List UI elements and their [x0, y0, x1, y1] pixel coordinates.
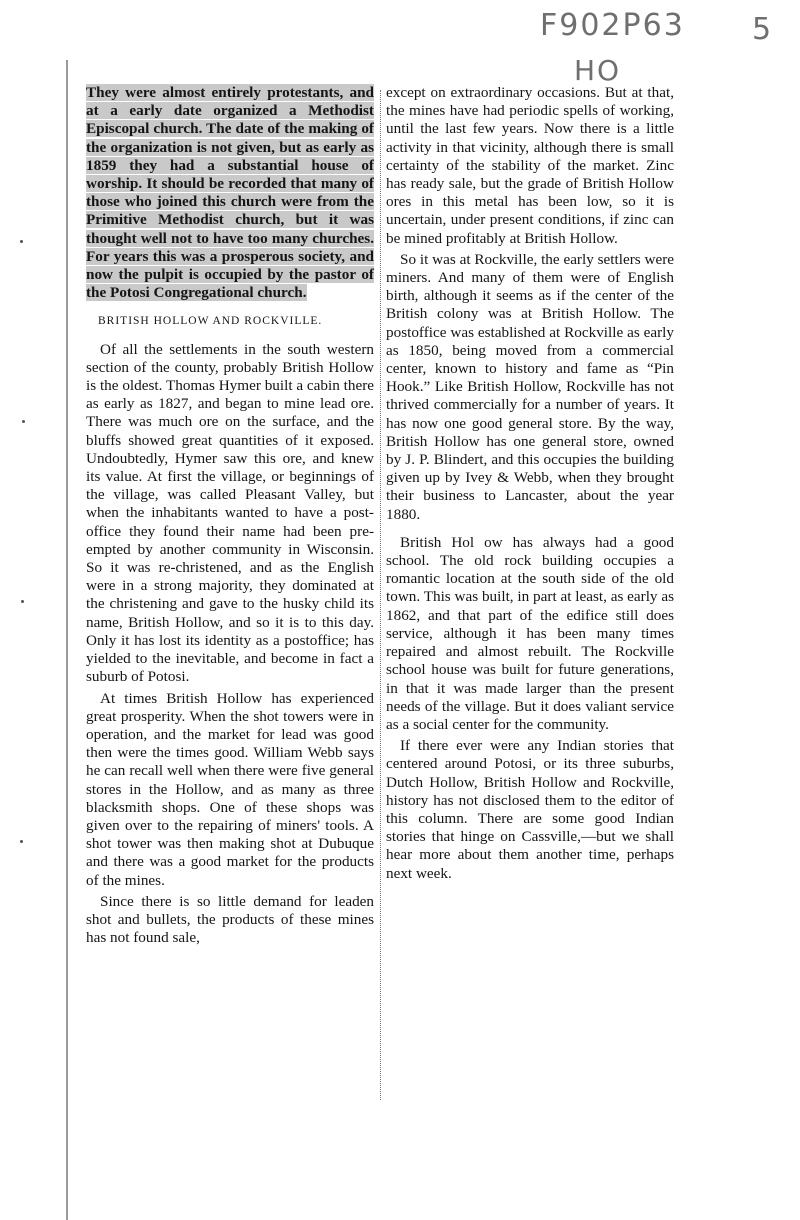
archive-annotation: F902P63 — [540, 8, 685, 43]
tear-mark — [21, 600, 24, 603]
left-paragraph-1: They were almost entirely protestants, and at a early date organized a Methodist Episcopal church. The date of the making of the organization is not given, but as early as 1859 they had a substantial house of worship. It should be recorded that many of those who joined this church were from the Primitive Methodist church, but it was thought well not to have too many churches. For years this was a prosperous society, and now the pulpit is occupied by the pastor of the Potosi Congregational church. — [86, 84, 374, 302]
left-paragraph-3: At times British Hollow has experienced great prosperity. When the shot towers were in operation, and the market for lead was good then were the times good. William Webb says he can recall well when there were five general stores in the Hollow, and as many as three blacksmith shops. One of these shops was given over to the repairing of miners' tools. A shot tower was then making shot at Dubuque and there was a good market for the products of the mines. — [86, 689, 374, 889]
section-heading: BRITISH HOLLOW AND ROCKVILLE. — [98, 315, 323, 328]
page-number: 5 — [752, 12, 774, 47]
tear-mark — [22, 420, 25, 423]
tear-mark — [20, 240, 23, 243]
left-paragraph-4: Since there is so little demand for leaden shot and bullets, the products of these mines has not found sale, — [86, 892, 374, 947]
page-edge — [66, 60, 68, 1220]
right-paragraph-3: British Hol ow has always had a good school. The old rock building occupies a romantic location at the south side of the old town. This was built, in part at least, as early as 1862, and that part of the edifice still does service, although it has been many times repaired and almost rebuilt. The Rockville school house was built for future generations, in that it was made larger than the present needs of the village. But it does valiant service as a social center for the community. — [386, 533, 674, 733]
right-paragraph-4: If there ever were any Indian stories that centered around Potosi, or its three suburbs, Dutch Hollow, British Hollow and Rockville, history has not disclosed them to the editor of this column. There are some good Indian stories that hinge on Cassville,—but we shall hear more about them another time, perhaps next week. — [386, 737, 674, 882]
archive-annotation-ho: HO — [574, 54, 622, 87]
right-column — [386, 84, 674, 883]
left-column — [86, 84, 374, 947]
column-rule — [380, 90, 382, 1100]
tear-mark — [20, 840, 23, 843]
right-paragraph-1: except on extraordinary occasions. But at that, the mines have had periodic spells of working, until the last few years. Now there is a little activity in that vicinity, although there is small certainty of the stability of the market. Zinc has ready sale, but the grade of British Hollow ores in this metal has been low, so it is uncertain, under present conditions, if zinc can be mined profitably at British Hollow. — [386, 84, 674, 247]
left-paragraph-2: Of all the settlements in the south western section of the county, probably British Hollow is the oldest. Thomas Hymer built a cabin there as early as 1827, and began to mine lead ore. There was much ore on the surface, and the bluffs showed great quantities of it exposed. Undoubtedly, Hymer saw this ore, and knew its value. At first the village, or beginnings of the village, was called Pleasant Valley, but when the inhabitants wanted to have a post-office they found their name had been pre-empted by another community in Wisconsin. So it was re-christened, and as the English were in a strong majority, they dominated at the christening and gave to the husky child its name, British Hollow, and so it is to this day. Only it has lost its identity as a postoffice; has yielded to the inevitable, and become in fact a suburb of Potosi. — [86, 340, 374, 686]
right-paragraph-2: So it was at Rockville, the early settlers were miners. And many of them were of English birth, although it seems as if the center of the British colony was at British Hollow. The postoffice was established at Rockville as early as 1850, being moved from a commercial center, known to history and fame as “Pin Hook.” Like British Hollow, Rockville has not thrived commercially for a number of years. It has now one good general store. By the way, British Hollow has one general store, owned by J. P. Blindert, and this occupies the building given up by Ivey & Webb, when they brought their business to Lancaster, about the year 1880. — [386, 250, 674, 523]
